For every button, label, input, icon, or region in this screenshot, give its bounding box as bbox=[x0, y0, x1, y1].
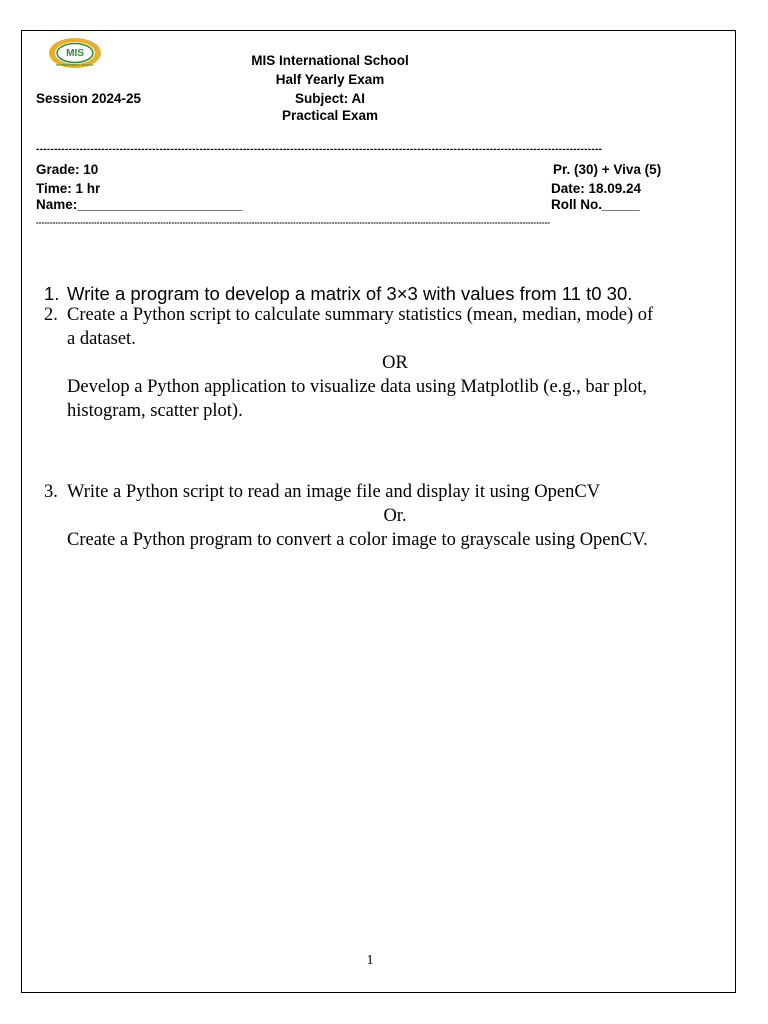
exam-type: Practical Exam bbox=[281, 108, 379, 123]
page-number: 1 bbox=[366, 953, 374, 968]
date-label: Date: 18.09.24 bbox=[551, 181, 642, 196]
top-dash-separator: ------------------------------------------------------------------------------------------------------------------------------------------------------------ bbox=[36, 145, 603, 155]
name-field: Name:______________________ bbox=[36, 197, 243, 212]
question-3-number: 3. bbox=[44, 482, 58, 502]
question-2-alt-line-2: histogram, scatter plot). bbox=[67, 401, 243, 421]
subject-label: Subject: AI bbox=[294, 91, 365, 106]
marks-label: Pr. (30) + Viva (5) bbox=[553, 162, 662, 177]
question-1-number: 1. bbox=[44, 283, 60, 304]
question-3-or: Or. bbox=[383, 506, 407, 526]
question-1-text: Write a program to develop a matrix of 3×3 with values from 11 t0 30. bbox=[67, 283, 633, 304]
school-logo bbox=[47, 36, 103, 70]
question-3-line-1: Write a Python script to read an image file and display it using OpenCV bbox=[67, 482, 601, 502]
question-2-line-2: a dataset. bbox=[67, 329, 136, 349]
grade-label: Grade: 10 bbox=[36, 162, 99, 177]
logo-text: MIS bbox=[66, 48, 84, 59]
school-name: MIS International School bbox=[251, 53, 409, 68]
exam-name: Half Yearly Exam bbox=[275, 72, 385, 87]
question-2-line-1: Create a Python script to calculate summary statistics (mean, median, mode) of bbox=[67, 305, 654, 325]
question-2-number: 2. bbox=[44, 305, 58, 325]
session-label: Session 2024-25 bbox=[36, 91, 142, 106]
time-label: Time: 1 hr bbox=[36, 181, 101, 196]
logo-ring-text: INTERNATIONAL SCHOOL bbox=[56, 63, 94, 67]
roll-field: Roll No._____ bbox=[551, 197, 640, 212]
question-3-alt: Create a Python program to convert a color image to grayscale using OpenCV. bbox=[67, 530, 648, 550]
question-2-alt-line-1: Develop a Python application to visualize data using Matplotlib (e.g., bar plot, bbox=[67, 377, 648, 397]
question-2-or: OR bbox=[382, 353, 408, 373]
bottom-dash-separator: ------------------------------------------------------------------------------------------------------------------------------------------------------------------------------------------ bbox=[36, 219, 551, 227]
